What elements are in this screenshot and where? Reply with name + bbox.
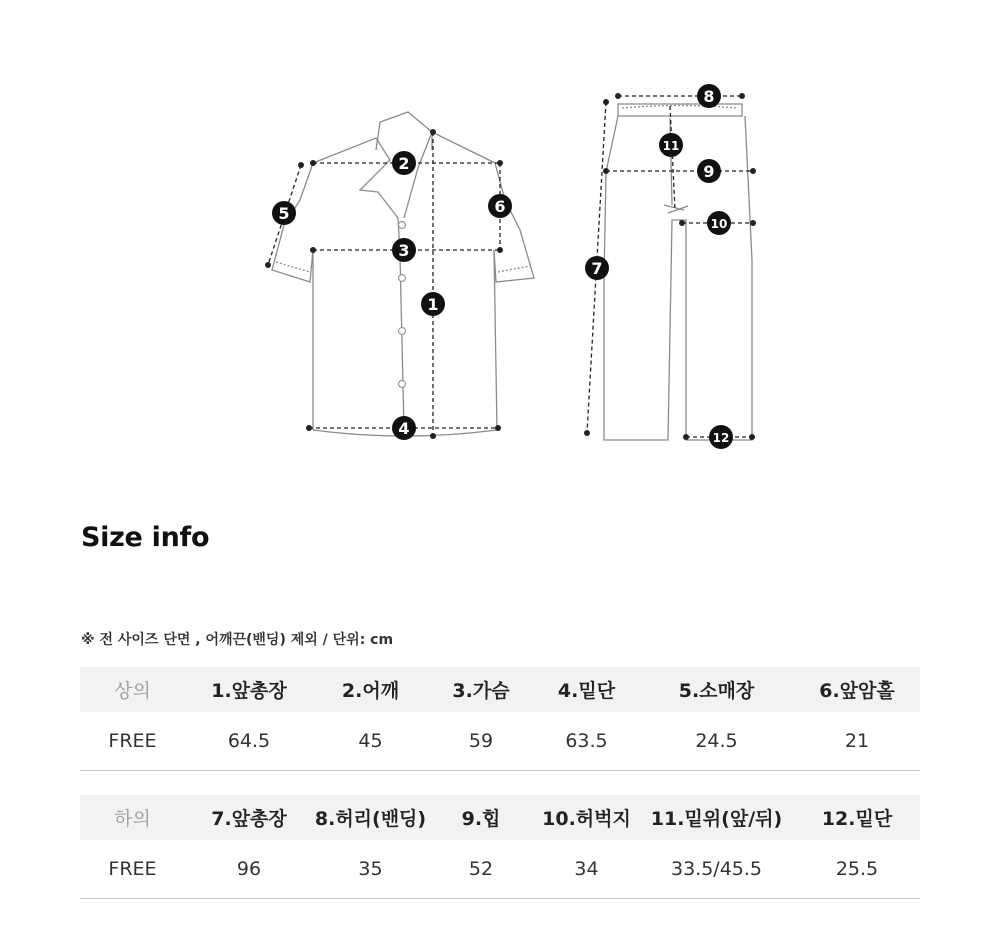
table-cell: 59	[428, 712, 534, 771]
marker-8	[697, 84, 721, 108]
svg-text:11: 11	[662, 139, 680, 153]
marker-5	[272, 201, 296, 225]
marker-6	[488, 194, 512, 218]
table-row	[80, 712, 920, 771]
marker-7	[585, 256, 609, 280]
column-header: 8.허리(밴딩)	[313, 795, 428, 840]
size-label: FREE	[80, 712, 185, 771]
garment-illustration	[0, 0, 1000, 460]
row-header-top: 상의	[80, 667, 185, 712]
column-header: 3.가슴	[428, 667, 534, 712]
svg-text:6: 6	[494, 197, 506, 216]
column-header: 10.허벅지	[534, 795, 639, 840]
column-header: 11.밑위(앞/뒤)	[639, 795, 794, 840]
column-header: 9.힙	[428, 795, 534, 840]
table-cell: 64.5	[185, 712, 313, 771]
table-cell: 52	[428, 840, 534, 899]
size-note: ※ 전 사이즈 단면 , 어깨끈(밴딩) 제외 / 단위: cm	[81, 632, 394, 648]
marker-9	[697, 159, 721, 183]
column-header: 2.어깨	[313, 667, 428, 712]
column-header: 7.앞총장	[185, 795, 313, 840]
svg-text:8: 8	[703, 87, 715, 106]
svg-text:10: 10	[710, 217, 728, 231]
column-header: 1.앞총장	[185, 667, 313, 712]
marker-10	[707, 211, 731, 235]
svg-text:1: 1	[427, 295, 439, 314]
table-header-row	[80, 667, 920, 712]
row-header-bottom: 하의	[80, 795, 185, 840]
table-cell: 35	[313, 840, 428, 899]
marker-4	[392, 416, 416, 440]
svg-text:4: 4	[398, 419, 410, 438]
column-header: 4.밑단	[534, 667, 639, 712]
bottom-size-table	[80, 795, 920, 899]
svg-text:3: 3	[398, 241, 410, 260]
table-cell: 33.5/45.5	[639, 840, 794, 899]
table-cell: 21	[794, 712, 920, 771]
marker-2	[392, 151, 416, 175]
size-label: FREE	[80, 840, 185, 899]
garment-diagram	[0, 0, 1000, 460]
svg-text:12: 12	[712, 431, 730, 445]
marker-1	[421, 292, 445, 316]
table-cell: 24.5	[639, 712, 794, 771]
table-cell: 34	[534, 840, 639, 899]
svg-text:7: 7	[591, 259, 603, 278]
marker-11	[659, 133, 683, 157]
table-row	[80, 840, 920, 899]
table-cell: 25.5	[794, 840, 920, 899]
marker-12	[709, 425, 733, 449]
page-title: Size info	[81, 522, 210, 553]
column-header: 5.소매장	[639, 667, 794, 712]
svg-text:2: 2	[398, 154, 410, 173]
table-cell: 96	[185, 840, 313, 899]
table-cell: 63.5	[534, 712, 639, 771]
marker-3	[392, 238, 416, 262]
table-header-row	[80, 795, 920, 840]
top-size-table	[80, 667, 920, 771]
column-header: 6.앞암홀	[794, 667, 920, 712]
svg-text:9: 9	[703, 162, 715, 181]
svg-text:5: 5	[278, 204, 290, 223]
column-header: 12.밑단	[794, 795, 920, 840]
table-cell: 45	[313, 712, 428, 771]
